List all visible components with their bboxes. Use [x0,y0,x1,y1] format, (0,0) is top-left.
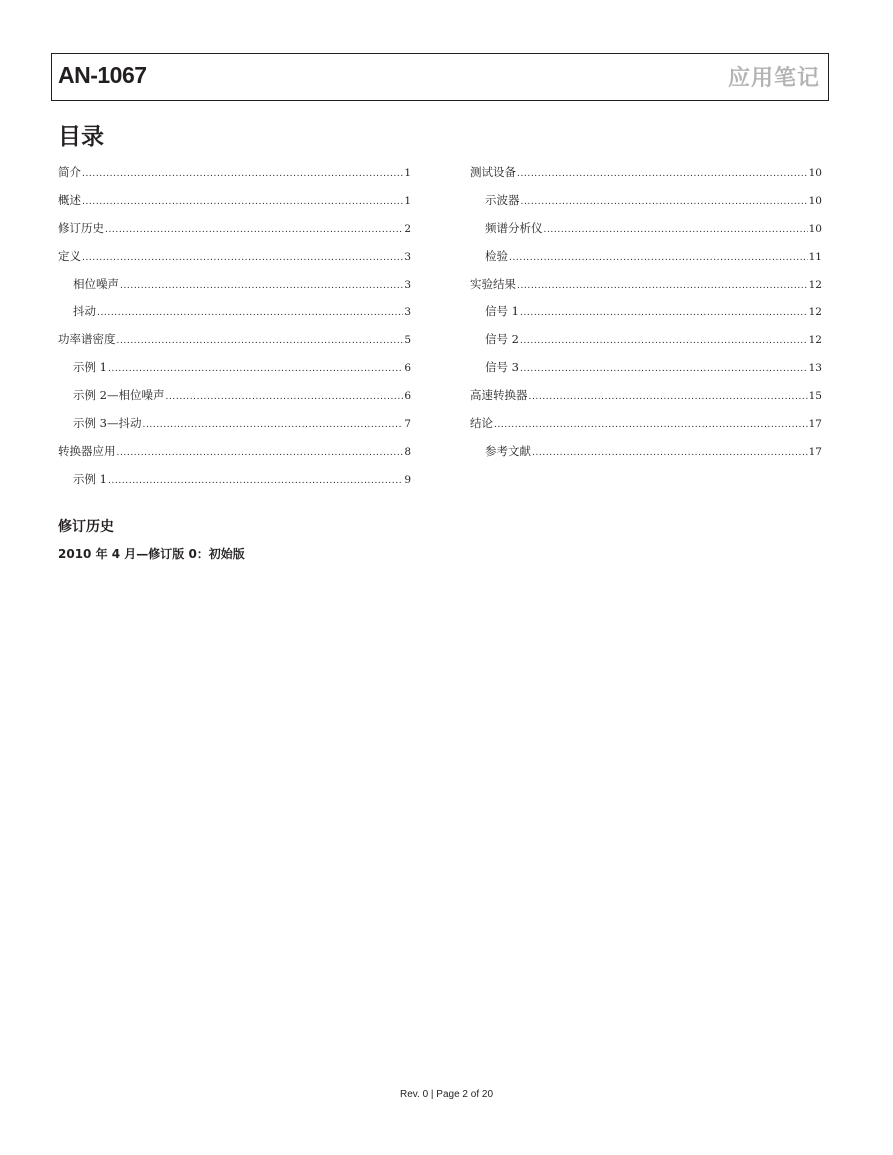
toc-entry-title: 定义 [58,248,81,263]
toc-entry-page: 10 [808,194,822,207]
revision-history-entry: 2010 年 4 月—修订版 0：初始版 [58,547,245,561]
toc-leader-dots [520,336,808,346]
toc-entry-page: 10 [808,167,822,179]
toc-entry[interactable] [58,471,411,499]
toc-leader-dots [117,336,404,346]
toc-title: 目录 [58,124,104,150]
toc-entry-title: 信号 2 [485,332,519,347]
toc-leader-dots [544,225,808,235]
toc-entry-title: 功率谱密度 [58,332,116,347]
toc-entry-title: 示例 2—相位噪声 [73,388,165,403]
toc-leader-dots [82,253,403,263]
toc-entry-page: 17 [808,445,822,458]
toc-entry-page: 9 [404,473,411,486]
toc-entry[interactable] [58,303,411,331]
toc-entry[interactable] [58,276,411,304]
toc-entry[interactable] [470,164,822,192]
toc-entry-page: 3 [404,306,411,319]
toc-leader-dots [82,197,403,207]
toc-leader-dots [142,420,403,430]
toc-entry[interactable] [58,387,411,415]
toc-leader-dots [97,308,403,318]
toc-entry[interactable] [470,248,822,276]
toc-entry-page: 10 [808,222,822,235]
toc-leader-dots [120,281,403,291]
toc-entry-title: 检验 [485,248,508,263]
toc-entry-title: 示波器 [485,192,520,207]
toc-entry-title: 实验结果 [470,276,516,291]
toc-entry-page: 12 [808,306,822,319]
toc-entry[interactable] [58,443,411,471]
toc-leader-dots [517,281,808,291]
toc-leader-dots [105,225,403,235]
toc-entry[interactable] [58,359,411,387]
toc-leader-dots [521,197,808,207]
toc-entry[interactable] [470,359,822,387]
toc-entry-title: 高速转换器 [470,388,528,403]
toc-entry[interactable] [470,387,822,415]
toc-leader-dots [520,308,808,318]
toc-leader-dots [517,169,808,179]
toc-entry-page: 5 [404,334,411,347]
toc-entry-page: 8 [404,445,411,458]
toc-entry-page: 6 [404,362,411,375]
toc-entry[interactable] [58,192,411,220]
toc-entry-page: 15 [808,390,822,403]
toc-leader-dots [117,448,404,458]
toc-entry-title: 参考文献 [485,443,531,458]
toc-entry[interactable] [470,303,822,331]
toc-entry-page: 6 [404,390,411,403]
toc-leader-dots [108,364,403,374]
toc-entry-page: 1 [404,194,411,207]
toc-entry-title: 示例 1 [73,471,107,486]
toc-entry-page: 12 [808,278,822,291]
toc-leader-dots [509,253,808,263]
toc-leader-dots [108,476,403,486]
toc-entry[interactable] [470,192,822,220]
toc-entry-page: 7 [404,418,411,431]
toc-leader-dots [165,392,403,402]
toc-entry[interactable] [470,443,822,471]
toc-entry[interactable] [470,220,822,248]
toc-entry[interactable] [58,164,411,192]
toc-entry[interactable] [470,276,822,304]
toc-entry-title: 结论 [470,416,493,431]
toc-entry-page: 2 [404,222,411,235]
toc-entry-title: 概述 [58,192,81,207]
toc-entry[interactable] [58,248,411,276]
page-footer: Rev. 0 | Page 2 of 20 [399,1089,494,1100]
toc-entry-title: 示例 1 [73,360,107,375]
toc-entry-title: 信号 3 [485,360,519,375]
toc-leader-dots [520,364,808,374]
toc-entry-page: 12 [808,334,822,347]
toc-entry[interactable] [470,331,822,359]
toc-left-column [58,164,411,499]
toc-right-column [470,164,822,471]
toc-entry-title: 信号 1 [485,304,519,319]
page-header [51,53,829,101]
toc-entry[interactable] [58,415,411,443]
toc-entry[interactable] [58,331,411,359]
toc-entry[interactable] [58,220,411,248]
toc-entry-page: 1 [404,167,411,179]
toc-leader-dots [494,420,808,430]
toc-leader-dots [529,392,808,402]
toc-entry-title: 简介 [58,165,81,179]
revision-history-heading: 修订历史 [58,519,114,535]
toc-entry-title: 频谱分析仪 [485,220,543,235]
toc-entry-page: 17 [808,418,822,431]
document-id: AN-1067 [58,62,147,88]
toc-entry-page: 13 [808,362,822,375]
toc-entry-page: 3 [404,250,411,263]
toc-entry-title: 示例 3—抖动 [73,416,142,431]
toc-leader-dots [532,448,808,458]
toc-entry-title: 修订历史 [58,220,104,235]
toc-leader-dots [82,169,403,179]
toc-entry-title: 相位噪声 [73,276,119,291]
toc-entry-page: 11 [808,250,822,263]
document-type: 应用笔记 [727,66,820,91]
toc-entry-title: 测试设备 [470,165,516,179]
toc-entry-title: 转换器应用 [58,443,116,458]
toc-entry[interactable] [470,415,822,443]
toc-entry-page: 3 [404,278,411,291]
toc-entry-title: 抖动 [73,304,96,319]
